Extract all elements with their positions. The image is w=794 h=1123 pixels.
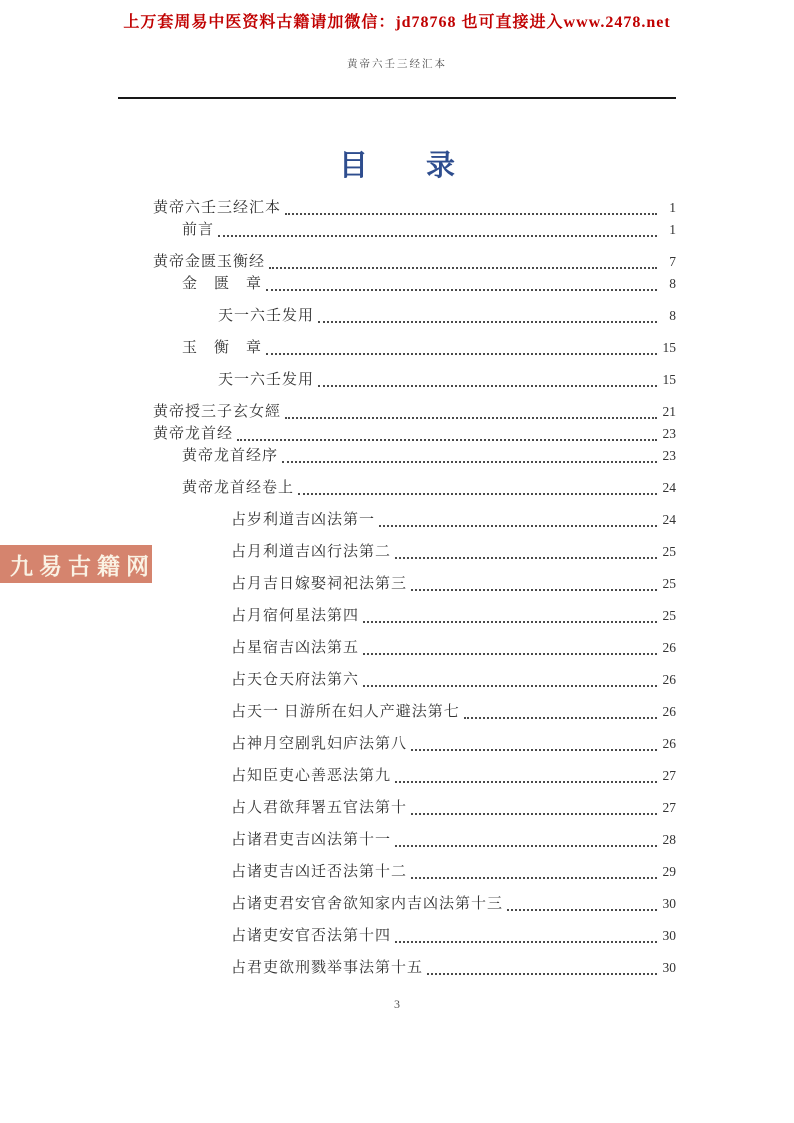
toc-entry-page-number: 26	[662, 704, 676, 719]
toc-entry-page-number: 28	[662, 832, 676, 847]
toc-entry-page-number: 24	[662, 512, 676, 527]
toc-entry	[118, 401, 676, 423]
toc-dot-leader	[285, 417, 657, 419]
toc-dot-leader	[285, 213, 657, 215]
toc-dot-leader	[363, 653, 657, 655]
toc-entry-label: 占诸吏安官否法第十四	[231, 928, 392, 944]
toc-entry-label: 占诸吏君安官舍欲知家内吉凶法第十三	[231, 896, 504, 912]
toc-entry	[118, 797, 676, 819]
toc-entry	[118, 197, 676, 219]
toc-entry	[118, 273, 676, 295]
toc-entry-label: 占月宿何星法第四	[231, 608, 360, 624]
toc-entry-page-number: 26	[662, 640, 676, 655]
toc-entry-label: 占星宿吉凶法第五	[231, 640, 360, 656]
toc-entry-page-number: 25	[662, 576, 676, 591]
toc-dot-leader	[218, 235, 657, 237]
toc-entry-page-number: 1	[669, 222, 676, 237]
toc-entry-page-number: 27	[662, 768, 676, 783]
toc-entry	[118, 701, 676, 723]
toc-dot-leader	[379, 525, 657, 527]
toc-entry-page-number: 25	[662, 608, 676, 623]
toc-entry-page-number: 23	[662, 426, 676, 441]
toc-list	[118, 197, 676, 979]
promo-banner-text: 上万套周易中医资料古籍请加微信：jd78768 也可直接进入www.2478.net	[123, 14, 671, 31]
toc-dot-leader	[411, 813, 657, 815]
toc-entry-page-number: 1	[669, 200, 676, 215]
toc-entry-label: 天一六壬发用	[218, 372, 315, 388]
toc-entry-label: 天一六壬发用	[218, 308, 315, 324]
toc-entry	[118, 861, 676, 883]
toc-entry	[118, 369, 676, 391]
toc-dot-leader	[427, 973, 657, 975]
toc-entry	[118, 423, 676, 445]
toc-entry	[118, 337, 676, 359]
toc-entry-label: 占岁利道吉凶法第一	[231, 512, 376, 528]
toc-entry-label: 占天仓天府法第六	[231, 672, 360, 688]
toc-entry-page-number: 30	[662, 928, 676, 943]
toc-dot-leader	[318, 321, 657, 323]
toc-entry-label: 玉 衡 章	[182, 340, 263, 356]
toc-dot-leader	[411, 749, 657, 751]
toc-entry-page-number: 8	[669, 276, 676, 291]
toc-entry-label: 黄帝金匮玉衡经	[153, 254, 266, 270]
running-header-title: 黄帝六壬三经汇本	[347, 59, 447, 70]
toc-entry-label: 占知臣吏心善恶法第九	[231, 768, 392, 784]
toc-entry-page-number: 30	[662, 896, 676, 911]
toc-dot-leader	[269, 267, 657, 269]
toc-entry-label: 黄帝授三子玄女經	[153, 404, 282, 420]
page-number: 3	[394, 997, 400, 1011]
toc-entry	[118, 305, 676, 327]
toc-dot-leader	[395, 781, 657, 783]
toc-entry-label: 占月利道吉凶行法第二	[231, 544, 392, 560]
toc-entry	[118, 509, 676, 531]
toc-entry-page-number: 15	[662, 372, 676, 387]
toc-entry-page-number: 29	[662, 864, 676, 879]
toc-entry	[118, 765, 676, 787]
toc-dot-leader	[363, 621, 657, 623]
toc-entry	[118, 605, 676, 627]
toc-entry-page-number: 15	[662, 340, 676, 355]
toc-entry-page-number: 26	[662, 672, 676, 687]
toc-entry-label: 占诸吏吉凶迁否法第十二	[231, 864, 408, 880]
toc-entry	[118, 957, 676, 979]
toc-entry	[118, 445, 676, 467]
toc-entry	[118, 925, 676, 947]
toc-entry-label: 占天一 日游所在妇人产避法第七	[231, 704, 460, 720]
toc-entry-page-number: 26	[662, 736, 676, 751]
toc-entry-page-number: 25	[662, 544, 676, 559]
toc-dot-leader	[395, 845, 657, 847]
toc-title: 目 录	[338, 150, 455, 182]
toc-dot-leader	[237, 439, 657, 441]
toc-entry-label: 黄帝龙首经卷上	[182, 480, 295, 496]
toc-entry-page-number: 8	[669, 308, 676, 323]
toc-dot-leader	[411, 589, 657, 591]
toc-dot-leader	[298, 493, 657, 495]
toc-entry-page-number: 7	[669, 254, 676, 269]
toc-entry	[118, 573, 676, 595]
toc-entry-page-number: 21	[662, 404, 676, 419]
toc-entry	[118, 829, 676, 851]
toc-entry-page-number: 30	[662, 960, 676, 975]
toc-entry-label: 金 匮 章	[182, 276, 263, 292]
toc-dot-leader	[395, 941, 657, 943]
toc-dot-leader	[282, 461, 657, 463]
toc-entry-label: 占诸君吏吉凶法第十一	[231, 832, 392, 848]
toc-dot-leader	[411, 877, 657, 879]
toc-dot-leader	[266, 353, 657, 355]
toc-entry	[118, 733, 676, 755]
toc-entry-label: 占月吉日嫁娶祠祀法第三	[231, 576, 408, 592]
toc-entry	[118, 251, 676, 273]
toc-entry	[118, 219, 676, 241]
toc-dot-leader	[464, 717, 657, 719]
toc-entry-page-number: 27	[662, 800, 676, 815]
toc-entry-label: 前言	[182, 222, 215, 238]
toc-dot-leader	[507, 909, 657, 911]
site-watermark: 九易古籍网	[0, 545, 152, 583]
toc-entry	[118, 637, 676, 659]
toc-dot-leader	[266, 289, 657, 291]
toc-entry-label: 占君吏欲刑戮举事法第十五	[231, 960, 424, 976]
toc-entry-label: 占神月空剧乳妇庐法第八	[231, 736, 408, 752]
toc-entry	[118, 541, 676, 563]
toc-entry-label: 占人君欲拜署五官法第十	[231, 800, 408, 816]
toc-entry	[118, 669, 676, 691]
toc-entry-label: 黄帝六壬三经汇本	[153, 200, 282, 216]
header-divider-line	[118, 97, 676, 99]
toc-entry	[118, 893, 676, 915]
toc-dot-leader	[363, 685, 657, 687]
toc-dot-leader	[318, 385, 657, 387]
toc-entry-page-number: 23	[662, 448, 676, 463]
toc-entry-label: 黄帝龙首经	[153, 426, 234, 442]
toc-dot-leader	[395, 557, 657, 559]
toc-entry-label: 黄帝龙首经序	[182, 448, 279, 464]
toc-entry	[118, 477, 676, 499]
toc-entry-page-number: 24	[662, 480, 676, 495]
